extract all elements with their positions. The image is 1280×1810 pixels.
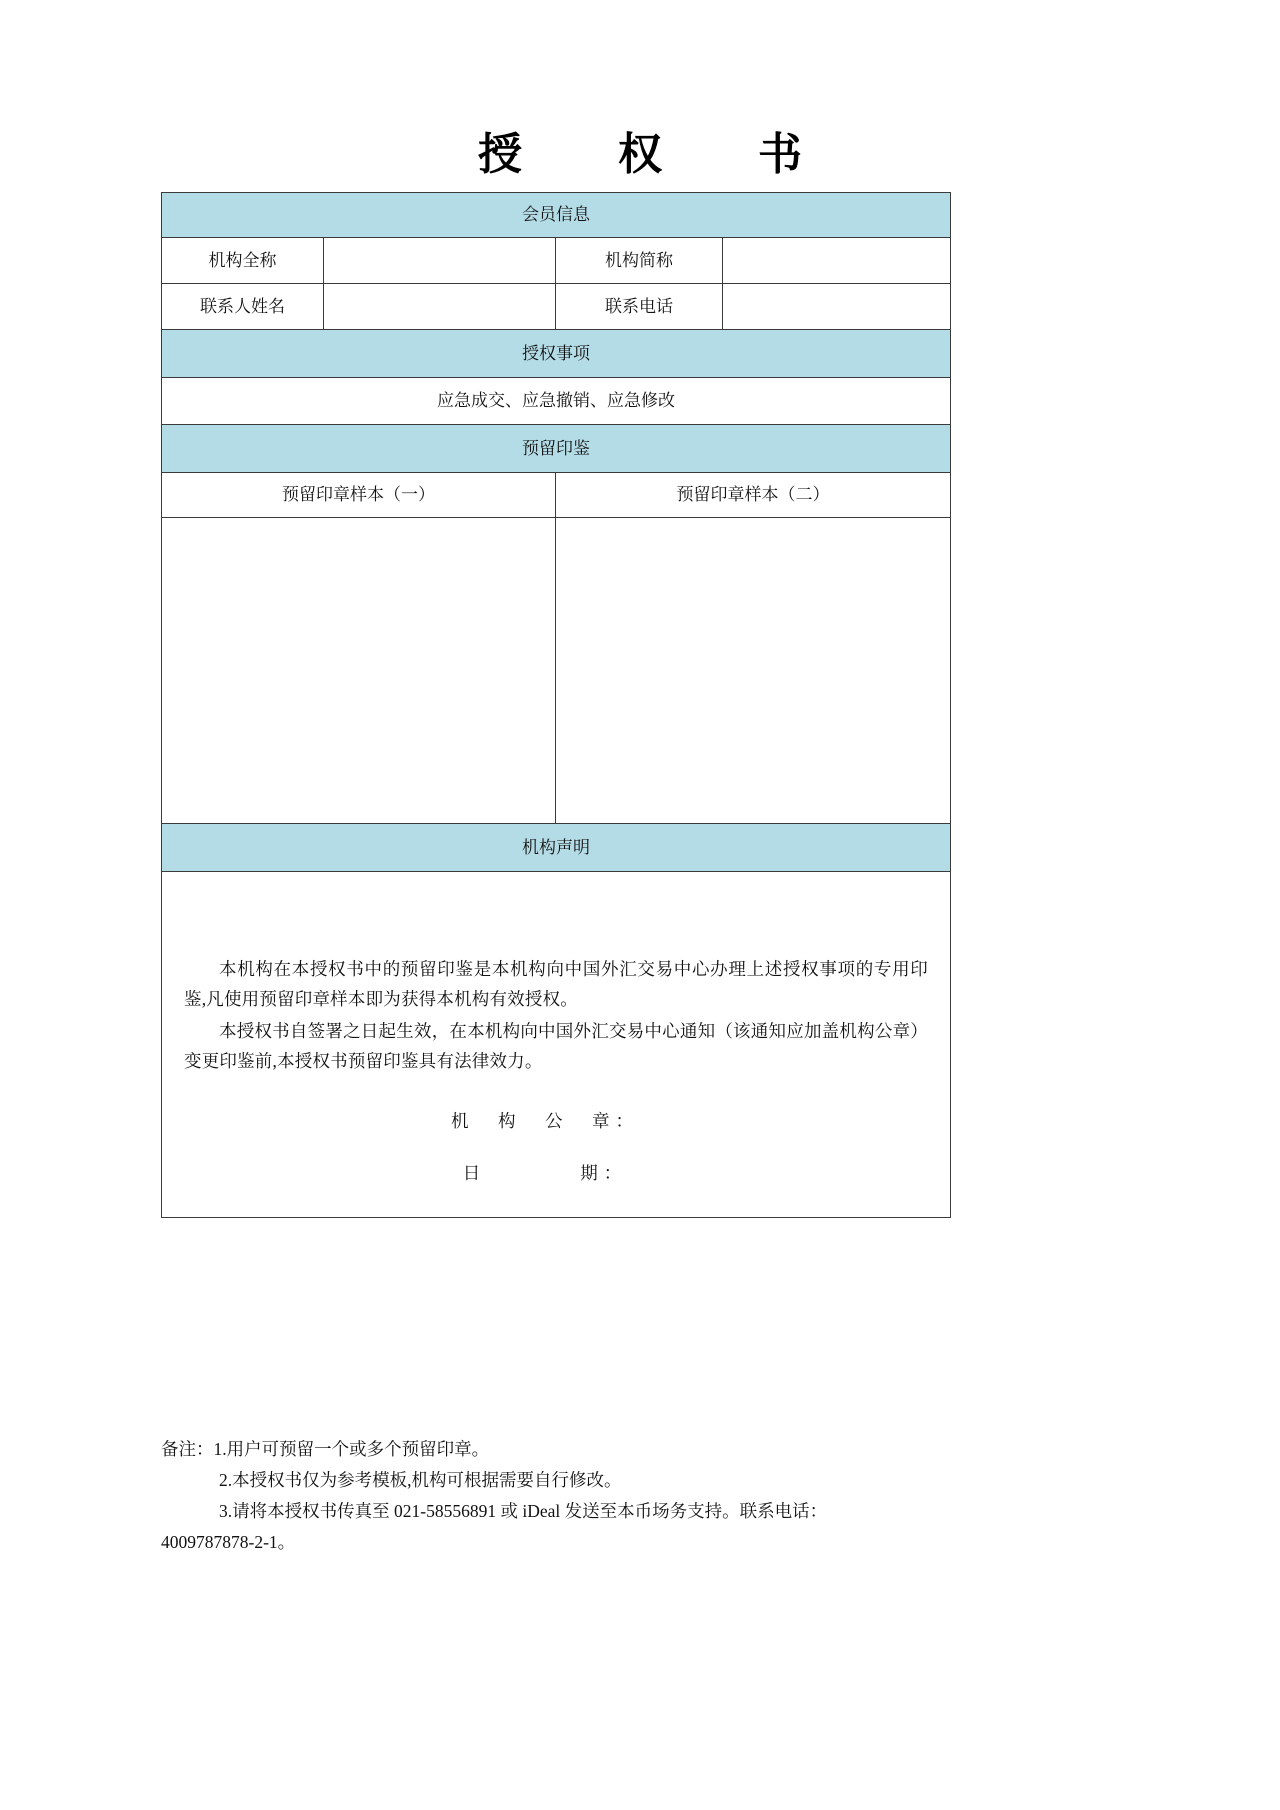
table-row <box>162 473 951 518</box>
remark-item-1 <box>161 1434 961 1465</box>
remark-text-3-cont: 4009787878-2-1。 <box>161 1532 296 1552</box>
remark-text-2: 2.本授权书仅为参考模板,机构可根据需要自行修改。 <box>219 1470 622 1490</box>
field-contact-phone[interactable] <box>723 284 951 330</box>
table-row <box>162 518 951 824</box>
section-heading-institution-declaration: 机构声明 <box>162 824 951 872</box>
authorization-form-table <box>161 192 951 1218</box>
table-row <box>162 238 951 284</box>
remark-item-2 <box>161 1465 961 1496</box>
section-heading-reserved-seal: 预留印鉴 <box>162 425 951 473</box>
declaration-inner <box>162 902 950 1188</box>
institution-declaration-body <box>162 872 951 1218</box>
date-line: 日 期： <box>462 1162 628 1183</box>
remark-text-1: 1.用户可预留一个或多个预留印章。 <box>213 1439 490 1459</box>
section-header-row-member-info <box>162 193 951 238</box>
label-institution-full-name: 机构全称 <box>162 238 324 284</box>
section-header-row-reserved-seal <box>162 425 951 473</box>
authorized-matters-content: 应急成交、应急撤销、应急修改 <box>162 378 951 425</box>
label-seal-sample-one: 预留印章样本（一） <box>162 473 556 518</box>
declaration-paragraph-1: 本机构在本授权书中的预留印鉴是本机构向中国外汇交易中心办理上述授权事项的专用印鉴,凡使用预留印章样本即为获得本机构有效授权。 <box>184 958 928 1009</box>
remark-text-3: 3.请将本授权书传真至 021-58556891 或 iDeal 发送至本币场务支持。联系电话： <box>219 1501 828 1521</box>
label-contact-phone: 联系电话 <box>556 284 723 330</box>
remark-item-3-continuation <box>161 1527 961 1558</box>
field-institution-full-name[interactable] <box>324 238 556 284</box>
section-heading-authorized-matters: 授权事项 <box>162 330 951 378</box>
label-institution-short-name: 机构简称 <box>556 238 723 284</box>
spacer <box>184 1078 928 1106</box>
section-heading-member-info: 会员信息 <box>162 193 951 238</box>
table-row <box>162 284 951 330</box>
page-title: 授 权 书 <box>478 130 828 179</box>
seal-sample-two-area[interactable] <box>556 518 951 824</box>
remarks-prefix: 备注： <box>161 1439 214 1459</box>
section-header-row-authorized-matters <box>162 330 951 378</box>
section-header-row-institution-declaration <box>162 824 951 872</box>
remark-item-3 <box>161 1496 961 1527</box>
table-row <box>162 378 951 425</box>
field-institution-short-name[interactable] <box>723 238 951 284</box>
official-seal-line: 机 构 公 章： <box>451 1110 639 1131</box>
table-row <box>162 872 951 1218</box>
field-contact-person-name[interactable] <box>324 284 556 330</box>
spacer <box>184 1136 928 1158</box>
remarks-block <box>161 1434 961 1558</box>
declaration-paragraph-2: 本授权书自签署之日起生效，在本机构向中国外汇交易中心通知（该通知应加盖机构公章）变更印鉴前,本授权书预留印鉴具有法律效力。 <box>184 1020 928 1071</box>
label-contact-person-name: 联系人姓名 <box>162 284 324 330</box>
label-seal-sample-two: 预留印章样本（二） <box>556 473 951 518</box>
seal-sample-one-area[interactable] <box>162 518 556 824</box>
